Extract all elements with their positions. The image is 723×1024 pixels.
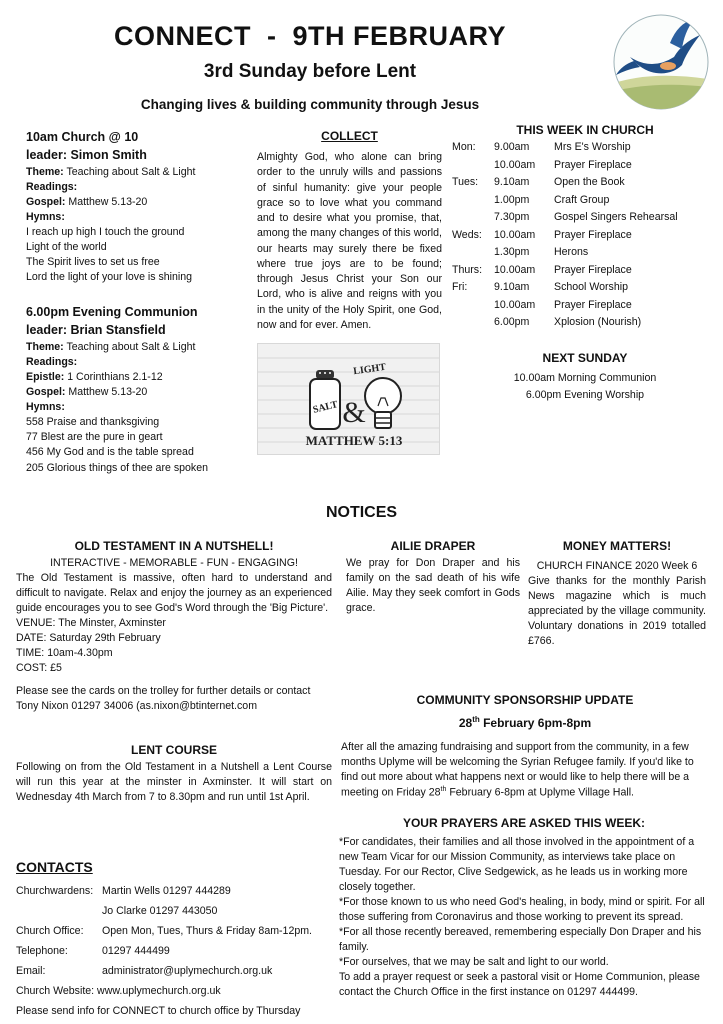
day: Fri: (452, 281, 468, 293)
evening-service-leader: leader: Brian Stansfield (26, 323, 166, 338)
time: 9.00am (494, 141, 530, 153)
time: 6.00pm (494, 316, 530, 328)
prayer-item: *For ourselves, that we may be salt and light to our world. (339, 956, 609, 969)
ot-nutshell-notice (16, 538, 332, 714)
day (452, 158, 494, 176)
notices-heading: NOTICES (325, 504, 398, 521)
contact-row (16, 964, 334, 984)
ot-contact: Please see the cards on the trolley for further details or contact Tony Nixon 01297 34006 (as.nixon@btinternet.com (16, 685, 311, 713)
ampersand: & (342, 396, 366, 429)
body-part: February 6-8pm at Uplyme Village Hall. (446, 786, 635, 799)
sponsorship-heading: COMMUNITY SPONSORSHIP UPDATE (416, 693, 634, 707)
prayers-section (339, 815, 709, 1000)
contact-label: Church Office: (16, 924, 84, 937)
next-sunday-heading: NEXT SUNDAY (542, 351, 628, 365)
prayer-item: To add a prayer request or seek a pastoral visit or Home Communion, please contact the Church Office in the first instance on 01297 444499. (339, 971, 700, 999)
prayer-item: *For all those recently bereaved, remembering especially Don Draper and his family. (339, 926, 702, 954)
contacts-heading: CONTACTS (16, 859, 93, 875)
hymn-item: Lord the light of your love is shining (26, 271, 193, 284)
money-body: Give thanks for the monthly Parish News magazine which is much appreciated by the village community. Voluntary donations in 2019 totalled £766. (528, 575, 706, 648)
day (452, 193, 494, 211)
hymn-item: Light of the world (26, 241, 107, 254)
prayer-item: *For candidates, their families and all those involved in the appointment of a new Team Vicar for our Mission Community, as interviews take place on Tuesday. For our Rector, Clive Sedgewick, as he leads us in working more closely together. (339, 836, 695, 894)
day (452, 245, 494, 263)
day (452, 315, 494, 333)
contact-row (16, 924, 334, 944)
money-sub: CHURCH FINANCE 2020 Week 6 (536, 560, 698, 573)
contact-row (16, 944, 334, 964)
readings-label: Readings: (26, 356, 78, 369)
hymns-label: Hymns: (26, 211, 65, 224)
morning-theme: Teaching about Salt & Light (66, 166, 196, 179)
contact-value: Martin Wells 01297 444289 (102, 884, 231, 897)
date-suffix: th (472, 715, 480, 725)
ot-body: The Old Testament is massive, often hard to understand and difficult to navigate. Relax and enjoy the journey as an experienced guide encourages you to see God's Word through the 'Big Picture'. (16, 572, 332, 615)
body-suffix: th (440, 786, 447, 794)
prayer-item: *For those known to us who need God's healing, in body, mind or spirit. For all those suffering from Coronavirus and those working to prevent its spread. (339, 896, 705, 924)
contact-label: Telephone: (16, 944, 68, 957)
time: 10.00am (494, 158, 536, 171)
day: Mon: (452, 141, 476, 153)
time: 9.10am (494, 281, 530, 293)
event: Prayer Fireplace (554, 228, 632, 241)
ot-time: TIME: 10am-4.30pm (16, 647, 113, 660)
gospel-label: Gospel: (26, 386, 66, 399)
schedule-row (452, 158, 718, 176)
contact-row (16, 904, 334, 924)
hymn-item: 456 My God and is the table spread (26, 446, 194, 459)
event: Herons (554, 246, 589, 258)
schedule-row (452, 140, 718, 158)
event: Gospel Singers Rehearsal (554, 211, 678, 223)
salt-and-light-image (257, 343, 440, 455)
collect-heading: COLLECT (321, 129, 378, 143)
contact-label (16, 904, 102, 924)
time: 10.00am (494, 263, 536, 276)
next-sunday-line: 6.00pm Evening Worship (525, 389, 645, 402)
schedule-row (452, 175, 718, 193)
schedule-row (452, 193, 718, 211)
sponsorship-date (341, 714, 709, 732)
page-title: CONNECT - 9TH FEBRUARY (113, 21, 506, 51)
next-sunday (452, 350, 718, 403)
ot-cost: COST: £5 (16, 662, 62, 675)
this-week-schedule (452, 140, 718, 333)
event: Prayer Fireplace (554, 158, 632, 171)
ot-heading: OLD TESTAMENT IN A NUTSHELL! (74, 539, 274, 553)
time: 7.30pm (494, 211, 530, 223)
sponsorship-notice (341, 692, 709, 801)
schedule-row (452, 245, 718, 263)
epistle-label: Epistle: (26, 371, 65, 384)
contact-value: Jo Clarke 01297 443050 (102, 904, 218, 917)
contact-value: 01297 444499 (102, 944, 170, 957)
money-heading: MONEY MATTERS! (562, 539, 672, 553)
hymn-item: 558 Praise and thanksgiving (26, 416, 160, 429)
readings-label: Readings: (26, 181, 78, 194)
event: Craft Group (554, 193, 610, 206)
ailie-heading: AILIE DRAPER (390, 539, 476, 553)
contact-send-info: Please send info for CONNECT to church office by Thursday (16, 1004, 301, 1017)
tagline: Changing lives & building community through Jesus (140, 97, 480, 112)
hymn-item: 77 Blest are the pure in geart (26, 431, 163, 444)
event: Prayer Fireplace (554, 298, 632, 311)
ot-venue: VENUE: The Minster, Axminster (16, 617, 166, 630)
body-part: After all the amazing fundraising and support from the community, in a few months Uplyme will be welcoming the Syrian Refugee family. If you'd like to find out more about what happens next or would like to help there will be a meeting on Friday 28 (341, 741, 694, 799)
prayers-heading: YOUR PRAYERS ARE ASKED THIS WEEK: (402, 816, 646, 830)
this-week-heading: THIS WEEK IN CHURCH (516, 123, 654, 137)
day (452, 210, 494, 228)
date-day: 28 (458, 716, 473, 731)
next-sunday-line: 10.00am Morning Communion (513, 372, 657, 385)
contact-label: Email: (16, 964, 46, 977)
contact-email[interactable]: administrator@uplymechurch.org.uk (102, 964, 273, 977)
event: Prayer Fireplace (554, 263, 632, 276)
evening-service (26, 303, 246, 476)
schedule-row (452, 263, 718, 281)
event: Xplosion (Nourish) (554, 316, 642, 328)
day (452, 298, 494, 316)
schedule-row (452, 315, 718, 333)
morning-service (26, 128, 246, 286)
hymn-item: I reach up high I touch the ground (26, 226, 185, 239)
event: Open the Book (554, 176, 625, 188)
theme-label: Theme: (26, 166, 64, 179)
time: 1.30pm (494, 246, 530, 258)
hymns-label: Hymns: (26, 401, 65, 414)
collect-section (257, 128, 442, 333)
event: School Worship (554, 281, 628, 293)
ot-date: DATE: Saturday 29th February (16, 632, 161, 645)
morning-service-leader: leader: Simon Smith (26, 148, 147, 163)
time: 10.00am (494, 228, 536, 241)
sponsorship-body (341, 740, 709, 801)
time: 10.00am (494, 298, 536, 311)
event: Mrs E's Worship (554, 141, 631, 153)
verse-label: MATTHEW 5:13 (305, 433, 403, 448)
schedule-row (452, 210, 718, 228)
page-subtitle: 3rd Sunday before Lent (203, 61, 417, 82)
ailie-body: We pray for Don Draper and his family on the sad death of his wife Ailie. May they seek comfort in Gods grace. (346, 557, 520, 615)
salt-label: SALT (311, 399, 339, 416)
ot-subheading: INTERACTIVE - MEMORABLE - FUN - ENGAGING! (50, 557, 298, 570)
ailie-draper-notice (346, 538, 520, 616)
contact-value: Open Mon, Tues, Thurs & Friday 8am-12pm. (102, 924, 313, 937)
hymn-item: The Spirit lives to set us free (26, 256, 160, 269)
time: 9.10am (494, 176, 530, 188)
contact-label: Churchwardens: (16, 884, 94, 897)
contacts-section (16, 858, 334, 1024)
evening-gospel: Matthew 5.13-20 (68, 386, 148, 399)
date-rest: February 6pm-8pm (479, 716, 592, 731)
lent-course-notice (16, 742, 332, 805)
lent-body: Following on from the Old Testament in a Nutshell a Lent Course will run this year at the minster in Axminster. It will start on Wednesday 4th March from 7 to 8.30pm and run until 1st April. (16, 761, 332, 804)
theme-label: Theme: (26, 341, 64, 354)
lent-heading: LENT COURSE (130, 743, 217, 757)
day: Weds: (452, 228, 482, 241)
money-matters-notice (528, 538, 706, 649)
evening-service-heading: 6.00pm Evening Communion (26, 305, 198, 319)
this-week-heading-wrap (452, 122, 718, 139)
schedule-row (452, 228, 718, 246)
light-label: LIGHT (352, 361, 387, 378)
time: 1.00pm (494, 193, 530, 206)
day: Thurs: (452, 263, 483, 276)
evening-theme: Teaching about Salt & Light (66, 341, 196, 354)
swallow-logo (612, 13, 710, 111)
schedule-row (452, 298, 718, 316)
contact-row (16, 884, 334, 904)
day: Tues: (452, 176, 479, 188)
gospel-label: Gospel: (26, 196, 66, 209)
evening-epistle: 1 Corinthians 2.1-12 (67, 371, 163, 384)
morning-gospel: Matthew 5.13-20 (68, 196, 148, 209)
morning-service-heading: 10am Church @ 10 (26, 130, 139, 144)
hymn-item: 205 Glorious things of thee are spoken (26, 461, 208, 474)
collect-text: Almighty God, who alone can bring order to the unruly wills and passions of sinful humanity: give your people grace so to love what you command and to desire what you promise, that, among the many changes of this world, our hearts may surely there be fixed where true joys are to be found; through Jesus Christ your Son our Lord, who is alive and reigns with you in the unity of the Holy Spirit, one God, now and for ever. Amen. (257, 151, 442, 331)
schedule-row (452, 280, 718, 298)
contact-website[interactable]: Church Website: www.uplymechurch.org.uk (16, 984, 221, 997)
